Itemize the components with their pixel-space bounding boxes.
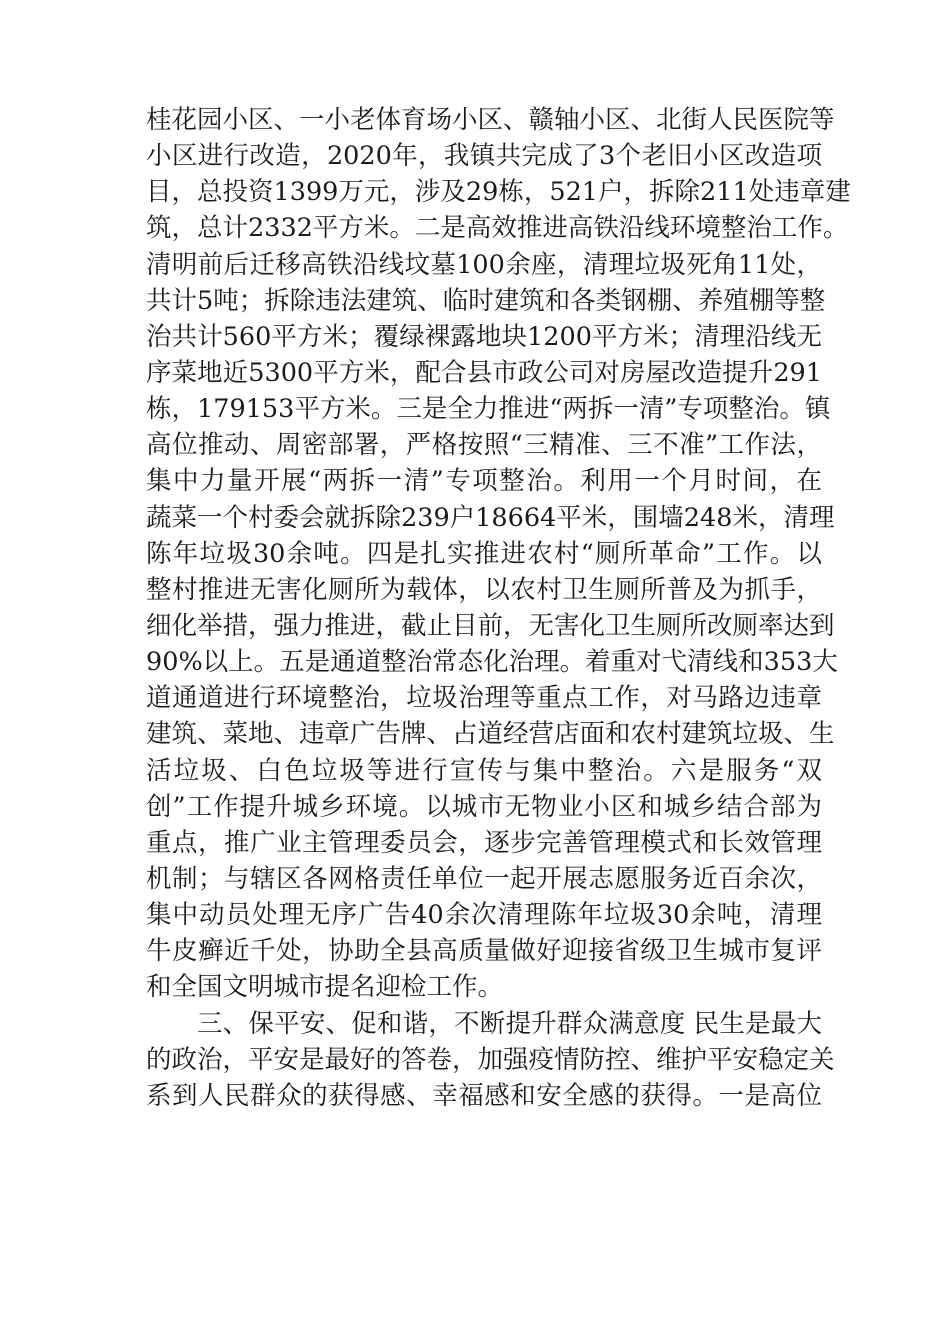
- text-line: 治共计560平方米；覆绿裸露地块1200平方米；清理沿线无: [146, 321, 822, 352]
- text-line: 的政治，平安是最好的答卷，加强疫情防控、维护平安稳定关: [146, 1044, 835, 1075]
- text-line: 重点，推广业主管理委员会，逐步完善管理模式和长效管理: [146, 827, 822, 858]
- text-line: 牛皮癣近千处，协助全县高质量做好迎接省级卫生城市复评: [146, 936, 822, 967]
- section-heading-line: 三、保平安、促和谐，不断提升群众满意度 民生是最大: [197, 1008, 822, 1039]
- text-line: 共计5吨；拆除违法建筑、临时建筑和各类钢棚、养殖棚等整: [146, 285, 826, 316]
- text-line: 机制；与辖区各网格责任单位一起开展志愿服务近百余次，: [146, 863, 822, 894]
- text-line: 创”工作提升城乡环境。以城市无物业小区和城乡结合部为: [146, 791, 822, 822]
- text-line: 序菜地近5300平方米，配合县市政公司对房屋改造提升291: [146, 357, 822, 388]
- text-line: 集中动员处理无序广告40余次清理陈年垃圾30余吨，清理: [146, 900, 822, 931]
- text-line: 栋，179153平方米。三是全力推进“两拆一清”专项整治。镇: [146, 394, 831, 425]
- text-line: 筑，总计2332平方米。二是高效推进高铁沿线环境整治工作。: [146, 213, 849, 244]
- text-line: 蔬菜一个村委会就拆除239户18664平米，围墙248米，清理: [146, 502, 835, 533]
- text-line: 集中力量开展“两拆一清”专项整治。利用一个月时间，在: [146, 466, 822, 497]
- text-line: 小区进行改造，2020年，我镇共完成了3个老旧小区改造项: [146, 141, 822, 172]
- text-line: 细化举措，强力推进，截止目前，无害化卫生厕所改厕率达到: [146, 610, 835, 641]
- text-line: 高位推动、周密部署，严格按照“三精准、三不准”工作法，: [146, 430, 822, 461]
- text-line: 道通道进行环境整治，垃圾治理等重点工作，对马路边违章: [146, 683, 822, 714]
- text-line: 活垃圾、白色垃圾等进行宣传与集中整治。六是服务“双: [146, 755, 822, 786]
- text-line: 和全国文明城市提名迎检工作。: [146, 972, 504, 1003]
- body-text: [146, 102, 851, 1114]
- text-line: 桂花园小区、一小老体育场小区、赣轴小区、北街人民医院等: [146, 105, 835, 135]
- text-line: 目，总投资1399万元，涉及29栋，521户，拆除211处违章建: [146, 177, 851, 208]
- text-line: 建筑、菜地、违章广告牌、占道经营店面和农村建筑垃圾、生: [146, 719, 835, 750]
- text-line: 陈年垃圾30余吨。四是扎实推进农村“厕所革命”工作。以: [146, 538, 822, 569]
- text-line: 整村推进无害化厕所为载体，以农村卫生厕所普及为抓手，: [146, 574, 822, 605]
- text-line: 清明前后迁移高铁沿线坟墓100余座，清理垃圾死角11处，: [146, 249, 822, 280]
- text-line: 系到人民群众的获得感、幸福感和安全感的获得。一是高位: [146, 1080, 822, 1111]
- text-line: 90%以上。五是通道整治常态化治理。着重对弋清线和353大: [146, 647, 838, 678]
